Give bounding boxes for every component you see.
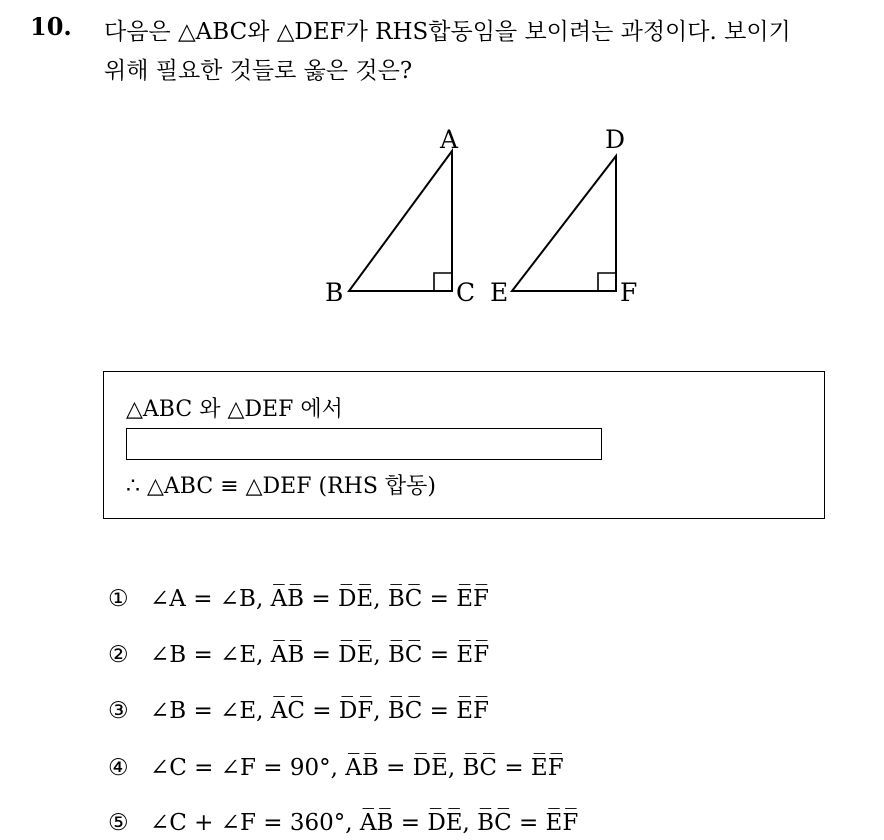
choice-1[interactable]	[108, 586, 489, 612]
choice-text: ∠B = ∠E, A̅C̅ = D̅F̅, B̅C̅ = E̅F̅	[150, 698, 490, 724]
right-angle-mark-c	[434, 273, 452, 291]
question-text-line-2: 위해 필요한 것들로 옳은 것은?	[104, 58, 413, 84]
choice-text: ∠C = ∠F = 90°, A̅B̅ = D̅E̅, B̅C̅ = E̅F̅	[150, 755, 564, 781]
choice-text: ∠A = ∠B, A̅B̅ = D̅E̅, B̅C̅ = E̅F̅	[150, 586, 489, 612]
vertex-label-d: D	[605, 125, 626, 154]
proof-box	[103, 371, 825, 519]
choice-number: ④	[108, 755, 129, 781]
triangle-abc	[325, 125, 475, 307]
question-number: 10.	[30, 12, 72, 41]
choice-number: ②	[108, 642, 129, 668]
vertex-label-c: C	[456, 278, 476, 307]
choice-number: ③	[108, 698, 129, 724]
triangle-def	[490, 125, 637, 307]
triangle-abc-outline	[349, 151, 452, 291]
choice-3[interactable]	[108, 698, 489, 724]
choice-text: ∠B = ∠E, A̅B̅ = D̅E̅, B̅C̅ = E̅F̅	[150, 642, 490, 668]
vertex-label-e: E	[490, 278, 509, 307]
proof-intro: △ABC 와 △DEF 에서	[126, 397, 343, 422]
triangles-figure	[0, 0, 884, 340]
choice-5[interactable]	[108, 810, 578, 836]
proof-conclusion: ∴ △ABC ≡ △DEF (RHS 합동)	[126, 474, 436, 499]
choice-number: ①	[108, 586, 129, 612]
vertex-label-a: A	[440, 125, 459, 154]
choice-text: ∠C + ∠F = 360°, A̅B̅ = D̅E̅, B̅C̅ = E̅F̅	[150, 810, 579, 836]
choice-number: ⑤	[108, 810, 129, 836]
vertex-label-b: B	[325, 278, 344, 307]
right-angle-mark-f	[598, 273, 616, 291]
proof-blank	[126, 428, 602, 460]
choice-2[interactable]	[108, 642, 489, 668]
vertex-label-f: F	[620, 278, 638, 307]
question-text-line-1: 다음은 △ABC와 △DEF가 RHS합동임을 보이려는 과정이다. 보이기	[104, 19, 791, 45]
choice-4[interactable]	[108, 755, 564, 781]
triangle-def-outline	[512, 156, 616, 291]
